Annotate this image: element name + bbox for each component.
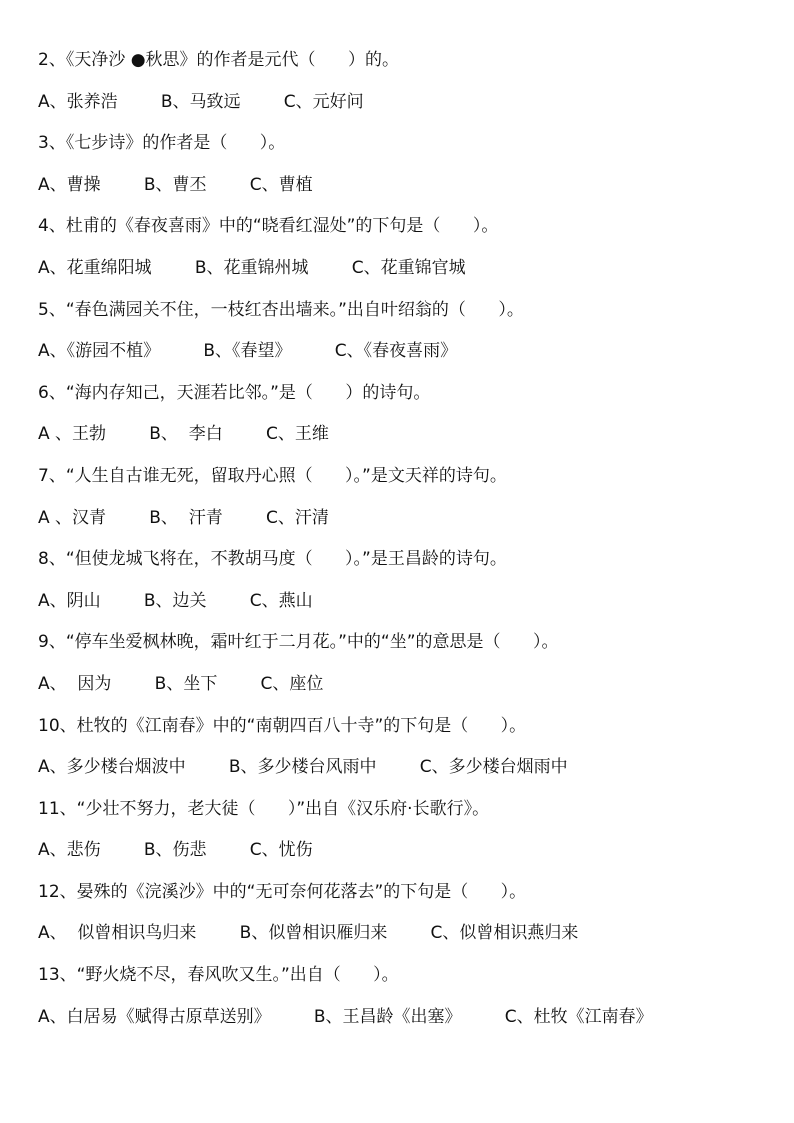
question-13-options: A、白居易《赋得古原草送别》 B、王昌龄《出塞》 C、杜牧《江南春》 xyxy=(38,1006,653,1027)
question-3-prompt: 3、《七步诗》的作者是（ ）。 xyxy=(38,133,286,154)
question-10-prompt: 10、杜牧的《江南春》中的“南朝四百八十寺”的下句是（ ）。 xyxy=(38,715,527,736)
question-8-options: A、阴山 B、边关 C、燕山 xyxy=(38,590,313,611)
question-7-options: A 、汉青 B、 汗青 C、汗清 xyxy=(38,507,329,528)
question-5-prompt: 5、“春色满园关不住，一枝红杏出墙来。”出自叶绍翁的（ ）。 xyxy=(38,299,524,320)
question-7-prompt: 7、“人生自古谁无死，留取丹心照（ ）。”是文天祥的诗句。 xyxy=(38,465,507,486)
question-sheet xyxy=(38,46,758,1044)
question-13-prompt: 13、“野火烧不尽，春风吹又生。”出自（ ）。 xyxy=(38,965,399,986)
question-10-options: A、多少楼台烟波中 B、多少楼台风雨中 C、多少楼台烟雨中 xyxy=(38,757,568,778)
question-8-prompt: 8、“但使龙城飞将在，不教胡马度（ ）。”是王昌龄的诗句。 xyxy=(38,549,507,570)
question-3-options: A、曹操 B、曹丕 C、曹植 xyxy=(38,174,313,195)
question-9-prompt: 9、“停车坐爱枫林晚，霜叶红于二月花。”中的“坐”的意思是（ ）。 xyxy=(38,632,559,653)
question-2-prompt: 2、《天净沙 ●秋思》的作者是元代（ ）的。 xyxy=(38,50,399,70)
question-11-options: A、悲伤 B、伤悲 C、忧伤 xyxy=(38,840,313,861)
question-2-options: A、张养浩 B、马致远 C、元好问 xyxy=(38,91,364,112)
question-4-options: A、花重绵阳城 B、花重锦州城 C、花重锦官城 xyxy=(38,257,466,278)
question-11-prompt: 11、“少壮不努力，老大徒（ ）”出自《汉乐府·长歌行》。 xyxy=(38,798,490,819)
question-9-options: A、 因为 B、坐下 C、座位 xyxy=(38,673,324,694)
question-12-options: A、 似曾相识鸟归来 B、似曾相识雁归来 C、似曾相识燕归来 xyxy=(38,923,579,944)
question-5-options: A、《游园不植》 B、《春望》 C、《春夜喜雨》 xyxy=(38,341,458,362)
question-4-prompt: 4、杜甫的《春夜喜雨》中的“晓看红湿处”的下句是（ ）。 xyxy=(38,216,499,237)
question-6-prompt: 6、“海内存知己，天涯若比邻。”是（ ）的诗句。 xyxy=(38,382,431,403)
question-12-prompt: 12、晏殊的《浣溪沙》中的“无可奈何花落去”的下句是（ ）。 xyxy=(38,881,527,902)
question-6-options: A 、王勃 B、 李白 C、王维 xyxy=(38,424,329,445)
